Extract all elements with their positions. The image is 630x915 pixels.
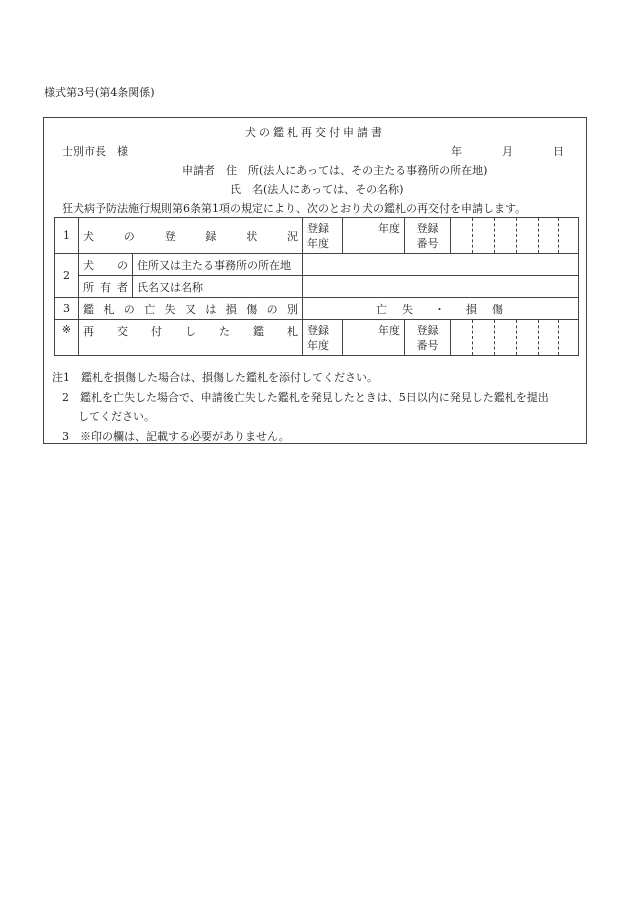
owner-name-field[interactable] [303, 276, 579, 298]
registration-status-label: 犬の登録状況 [79, 218, 303, 254]
reissued-year-field[interactable]: 年度 [343, 320, 405, 356]
reissued-number-digit[interactable] [473, 320, 495, 356]
form-number-label: 様式第3号(第4条関係) [44, 86, 155, 99]
reg-year-field[interactable]: 年度 [343, 218, 405, 254]
reg-number-digit[interactable] [451, 218, 473, 254]
lead-text: 狂犬病予防法施行規則第6条第1項の規定により、次のとおり犬の鑑札の再交付を申請します。 [62, 202, 527, 215]
date-month[interactable]: 月 [502, 145, 513, 158]
row-registration-status [55, 218, 579, 254]
reg-number-label: 登録 番号 [405, 320, 451, 356]
notes [52, 368, 582, 446]
note-1: 注1 鑑札を損傷した場合は、損傷した鑑札を添付してください。 [52, 371, 378, 384]
lost-damaged-choice[interactable] [303, 298, 579, 320]
reg-year-label: 登録 年度 [303, 218, 343, 254]
lost-damaged-label: 鑑札の亡失又は損傷の別 [79, 298, 303, 320]
application-table [54, 217, 579, 356]
owner-address-label: 住所又は主たる事務所の所在地 [133, 254, 303, 276]
owner-address-field[interactable] [303, 254, 579, 276]
addressee: 士別市長 様 [62, 145, 128, 158]
applicant-name-line: 氏 名(法人にあっては、その名称) [230, 183, 404, 196]
reissued-number-digit[interactable] [451, 320, 473, 356]
owner-name-label: 氏名又は名称 [133, 276, 303, 298]
reissued-number-digit[interactable] [517, 320, 539, 356]
row-number: 2 [55, 254, 79, 298]
reg-number-label: 登録 番号 [405, 218, 451, 254]
row-number: 3 [55, 298, 79, 320]
row-lost-or-damaged [55, 298, 579, 320]
reg-number-digit[interactable] [539, 218, 559, 254]
reg-number-digit[interactable] [517, 218, 539, 254]
applicant-address-line: 申請者 住 所(法人にあっては、その主たる事務所の所在地) [182, 164, 488, 177]
reg-number-digit[interactable] [559, 218, 579, 254]
reissued-number-digit[interactable] [559, 320, 579, 356]
application-form [43, 117, 587, 444]
reg-number-digit[interactable] [473, 218, 495, 254]
separator-dot: ・ [434, 302, 447, 316]
lost-option[interactable]: 亡 失 [376, 302, 415, 316]
reissued-number-digit[interactable] [539, 320, 559, 356]
reg-year-label: 登録 年度 [303, 320, 343, 356]
row-reissued-tag [55, 320, 579, 356]
date-day[interactable]: 日 [553, 145, 564, 158]
date-year[interactable]: 年 [451, 145, 462, 158]
form-title: 犬の鑑札再交付申請書 [245, 126, 385, 139]
note-3: 3 ※印の欄は、記載する必要がありません。 [62, 429, 290, 443]
reg-number-digit[interactable] [495, 218, 517, 254]
note-2: 2 鑑札を亡失した場合で、申請後亡失した鑑札を発見したときは、5日以内に発見した鑑札を提出 [62, 390, 549, 404]
owner-label-bottom: 所有者 [79, 276, 133, 298]
damaged-option[interactable]: 損 傷 [466, 302, 505, 316]
row-mark: ※ [55, 320, 79, 356]
row-owner-address [55, 254, 579, 276]
reissued-tag-label: 再交付した鑑札 [79, 320, 303, 356]
owner-label-top: 犬 の [79, 254, 133, 276]
date-fields [451, 143, 564, 159]
row-number: 1 [55, 218, 79, 254]
reissued-number-digit[interactable] [495, 320, 517, 356]
row-owner-name [55, 276, 579, 298]
note-2-continued: してください。 [78, 410, 155, 423]
